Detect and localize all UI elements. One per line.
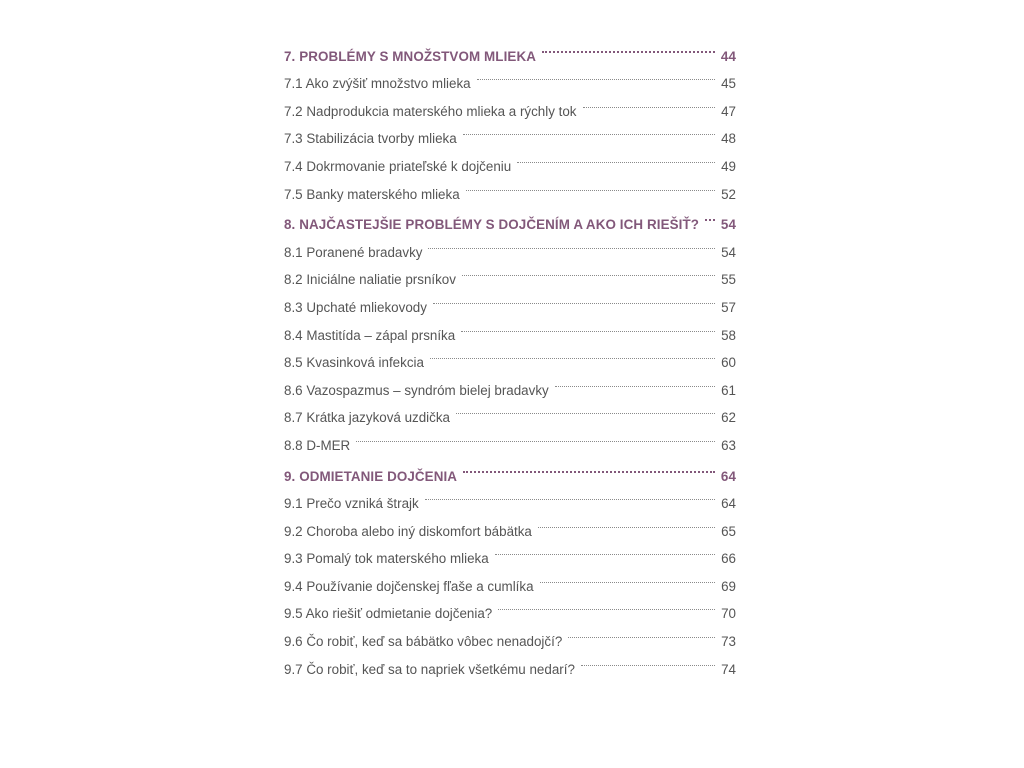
dot-leader — [466, 171, 715, 199]
section-title: 7.3 Stabilizácia tvorby mlieka — [284, 131, 457, 147]
section-title: 8.5 Kvasinková infekcia — [284, 355, 424, 371]
section-title: 8.8 D-MER — [284, 437, 351, 453]
dot-leader — [433, 284, 715, 312]
section-title: 9.4 Používanie dojčenskej fľaše a cumlíka — [284, 578, 534, 594]
page-number: 73 — [721, 634, 736, 650]
section-title: 8.2 Iniciálne naliatie prsníkov — [284, 272, 456, 288]
section-title: 9.2 Choroba alebo iný diskomfort bábätka — [284, 523, 532, 539]
chapter-title: 8. NAJČASTEJŠIE PROBLÉMY S DOJČENÍM A AKO ICH RIEŠIŤ? — [284, 217, 700, 233]
dot-leader — [581, 646, 715, 674]
page-number: 61 — [721, 382, 736, 398]
page-number: 45 — [721, 76, 736, 92]
page-number: 64 — [721, 496, 736, 512]
page-number: 66 — [721, 551, 736, 567]
section-title: 8.1 Poranené bradavky — [284, 244, 423, 260]
page-number: 63 — [721, 437, 736, 453]
page-number: 60 — [721, 355, 736, 371]
dot-leader — [538, 508, 715, 536]
section-title: 8.7 Krátka jazyková uzdička — [284, 410, 450, 426]
chapter-title: 7. PROBLÉMY S MNOŽSTVOM MLIEKA — [284, 48, 536, 64]
dot-leader — [568, 618, 715, 646]
page-number: 55 — [721, 272, 736, 288]
dot-leader — [498, 591, 715, 619]
page-number: 54 — [721, 244, 736, 260]
dot-leader — [517, 143, 715, 171]
dot-leader — [540, 563, 715, 591]
dot-leader — [477, 61, 715, 89]
page-number: 57 — [721, 299, 736, 315]
page-number: 69 — [721, 578, 736, 594]
section-title: 9.6 Čo robiť, keď sa bábätko vôbec nenadojčí? — [284, 634, 563, 650]
table-of-contents — [284, 33, 736, 677]
section-title: 7.4 Dokrmovanie priateľské k dojčeniu — [284, 158, 512, 174]
section-title: 7.2 Nadprodukcia materského mlieka a rýchly tok — [284, 103, 577, 119]
page-number: 64 — [720, 468, 736, 484]
section-title: 8.3 Upchaté mliekovody — [284, 299, 427, 315]
dot-leader — [461, 312, 715, 340]
dot-leader — [463, 116, 715, 144]
dot-leader — [542, 33, 715, 61]
page-number: 58 — [721, 327, 736, 343]
toc-chapter-heading[interactable] — [284, 453, 736, 484]
dot-leader — [705, 202, 715, 230]
dot-leader — [428, 229, 715, 257]
page-number: 62 — [721, 410, 736, 426]
section-title: 9.3 Pomalý tok materského mlieka — [284, 551, 489, 567]
dot-leader — [462, 257, 715, 285]
section-title: 7.1 Ako zvýšiť množstvo mlieka — [284, 76, 471, 92]
dot-leader — [430, 340, 715, 368]
page-number: 47 — [721, 103, 736, 119]
section-title: 9.5 Ako riešiť odmietanie dojčenia? — [284, 606, 493, 622]
chapter-title: 9. ODMIETANIE DOJČENIA — [284, 468, 458, 484]
dot-leader — [495, 536, 715, 564]
page-number: 70 — [721, 606, 736, 622]
dot-leader — [555, 367, 715, 395]
section-title: 7.5 Banky materského mlieka — [284, 186, 460, 202]
dot-leader — [463, 453, 715, 481]
page-number: 49 — [721, 158, 736, 174]
dot-leader — [425, 481, 715, 509]
page-number: 52 — [721, 186, 736, 202]
toc-chapter-heading[interactable] — [284, 33, 736, 64]
dot-leader — [583, 88, 716, 116]
page-number: 48 — [721, 131, 736, 147]
dot-leader — [356, 422, 715, 450]
dot-leader — [456, 395, 715, 423]
section-title: 8.4 Mastitída – zápal prsníka — [284, 327, 456, 343]
page-number: 54 — [720, 217, 736, 233]
page-number: 74 — [721, 661, 736, 677]
section-title: 8.6 Vazospazmus – syndróm bielej bradavky — [284, 382, 549, 398]
section-title: 9.7 Čo robiť, keď sa to napriek všetkému nedarí? — [284, 661, 575, 677]
page-number: 65 — [721, 523, 736, 539]
section-title: 9.1 Prečo vzniká štrajk — [284, 496, 419, 512]
page-number: 44 — [720, 48, 736, 64]
